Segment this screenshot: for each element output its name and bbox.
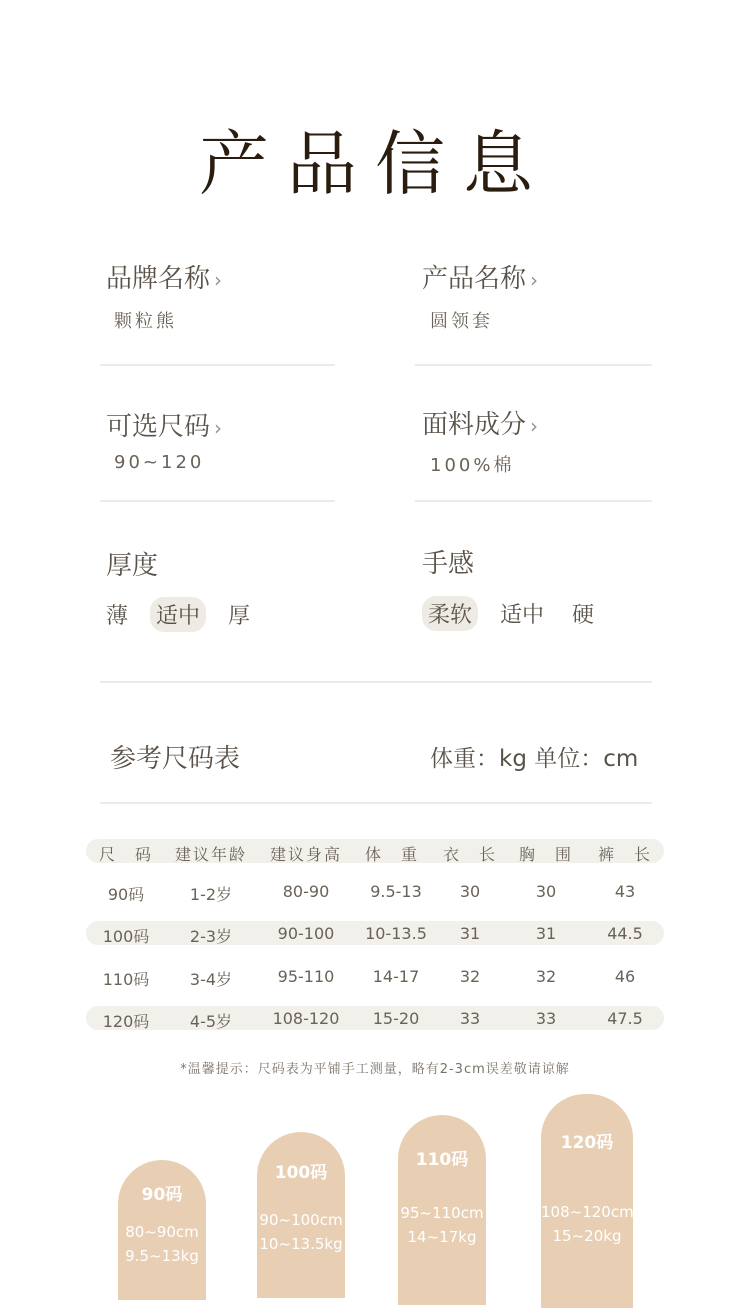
- table-cell: 15-20: [372, 1009, 420, 1028]
- divider: [100, 802, 652, 804]
- product-label: 产品名称 ›: [422, 264, 539, 294]
- size-pill-weight: 10~13.5kg: [259, 1235, 343, 1253]
- table-cell: 47.5: [607, 1009, 643, 1028]
- chevron-right-icon: ›: [530, 414, 539, 438]
- feel-option-medium: 适中: [500, 603, 545, 628]
- size-pill-110: [398, 1115, 486, 1305]
- divider: [100, 500, 335, 502]
- table-cell: 10-13.5: [365, 924, 427, 943]
- table-cell: 31: [535, 924, 557, 943]
- table-cell: 43: [614, 882, 636, 901]
- table-cell: 33: [459, 1009, 481, 1028]
- table-cell: 95-110: [277, 967, 335, 986]
- size-pill-120: [541, 1094, 633, 1308]
- size-pill-height: 95~110cm: [400, 1204, 484, 1222]
- table-cell: 46: [614, 967, 636, 986]
- table-header-cell: 体 重: [364, 845, 419, 864]
- table-cell: 90码: [107, 885, 145, 904]
- table-cell: 32: [459, 967, 481, 986]
- divider: [415, 364, 652, 366]
- table-cell: 108-120: [272, 1009, 340, 1028]
- size-label: 可选尺码 ›: [106, 412, 223, 442]
- table-cell: 14-17: [372, 967, 420, 986]
- table-cell: 120码: [102, 1012, 150, 1031]
- brand-value: 颗粒熊: [114, 311, 177, 332]
- fabric-value: 100%棉: [430, 455, 515, 476]
- divider: [100, 681, 652, 683]
- size-pill-weight: 9.5~13kg: [125, 1247, 199, 1265]
- thickness-label: 厚度: [106, 551, 159, 581]
- thickness-option-medium: 适中: [150, 597, 206, 632]
- chevron-right-icon: ›: [214, 416, 223, 440]
- table-header-cell: 衣 长: [442, 845, 497, 864]
- table-header-cell: 建议年龄: [174, 845, 247, 864]
- thickness-option-thick: 厚: [228, 604, 251, 629]
- table-cell: 31: [459, 924, 481, 943]
- size-pill-height: 108~120cm: [541, 1203, 634, 1221]
- table-cell: 9.5-13: [370, 882, 422, 901]
- table-cell: 30: [535, 882, 557, 901]
- feel-options: [422, 596, 600, 631]
- feel-label: 手感: [422, 549, 475, 579]
- table-cell: 44.5: [607, 924, 643, 943]
- size-pill-label: 100码: [274, 1163, 328, 1183]
- size-pill-weight: 14~17kg: [407, 1228, 477, 1246]
- page-title: 产品信息: [199, 123, 551, 205]
- product-value: 圆领套: [430, 311, 493, 332]
- table-cell: 110码: [102, 970, 150, 989]
- feel-option-hard: 硬: [572, 603, 595, 628]
- size-chart-unit: 体重：kg 单位：cm: [430, 746, 639, 772]
- table-cell: 2-3岁: [189, 927, 233, 946]
- size-pill-height: 90~100cm: [259, 1211, 343, 1229]
- table-cell: 90-100: [277, 924, 335, 943]
- thickness-options: [100, 597, 256, 632]
- fabric-label: 面料成分 ›: [422, 410, 539, 440]
- table-cell: 32: [535, 967, 557, 986]
- feel-option-soft: 柔软: [422, 596, 478, 631]
- size-pill-100: [257, 1132, 345, 1298]
- table-header-cell: 建议身高: [269, 845, 342, 864]
- size-pill-label: 120码: [560, 1133, 614, 1153]
- size-pill-weight: 15~20kg: [552, 1227, 622, 1245]
- chevron-right-icon: ›: [214, 268, 223, 292]
- brand-label: 品牌名称 ›: [106, 264, 223, 294]
- size-chart-note: *温馨提示：尺码表为平铺手工测量，略有2-3cm误差敬请谅解: [180, 1062, 570, 1077]
- size-pill-label: 110码: [415, 1150, 469, 1170]
- size-pill-label: 90码: [141, 1185, 183, 1205]
- table-header-cell: 尺 码: [98, 845, 153, 864]
- size-pill-height: 80~90cm: [125, 1223, 199, 1241]
- table-cell: 80-90: [282, 882, 330, 901]
- size-value: 90~120: [114, 452, 205, 473]
- table-header-cell: 胸 围: [518, 845, 573, 864]
- table-cell: 100码: [102, 927, 150, 946]
- table-cell: 3-4岁: [189, 970, 233, 989]
- size-chart-title: 参考尺码表: [110, 744, 241, 774]
- size-pill-90: [118, 1160, 206, 1300]
- table-cell: 1-2岁: [189, 885, 233, 904]
- table-cell: 33: [535, 1009, 557, 1028]
- table-cell: 30: [459, 882, 481, 901]
- table-header-cell: 裤 长: [597, 845, 652, 864]
- thickness-option-thin: 薄: [106, 604, 129, 629]
- divider: [415, 500, 652, 502]
- table-cell: 4-5岁: [189, 1012, 233, 1031]
- chevron-right-icon: ›: [530, 268, 539, 292]
- divider: [100, 364, 335, 366]
